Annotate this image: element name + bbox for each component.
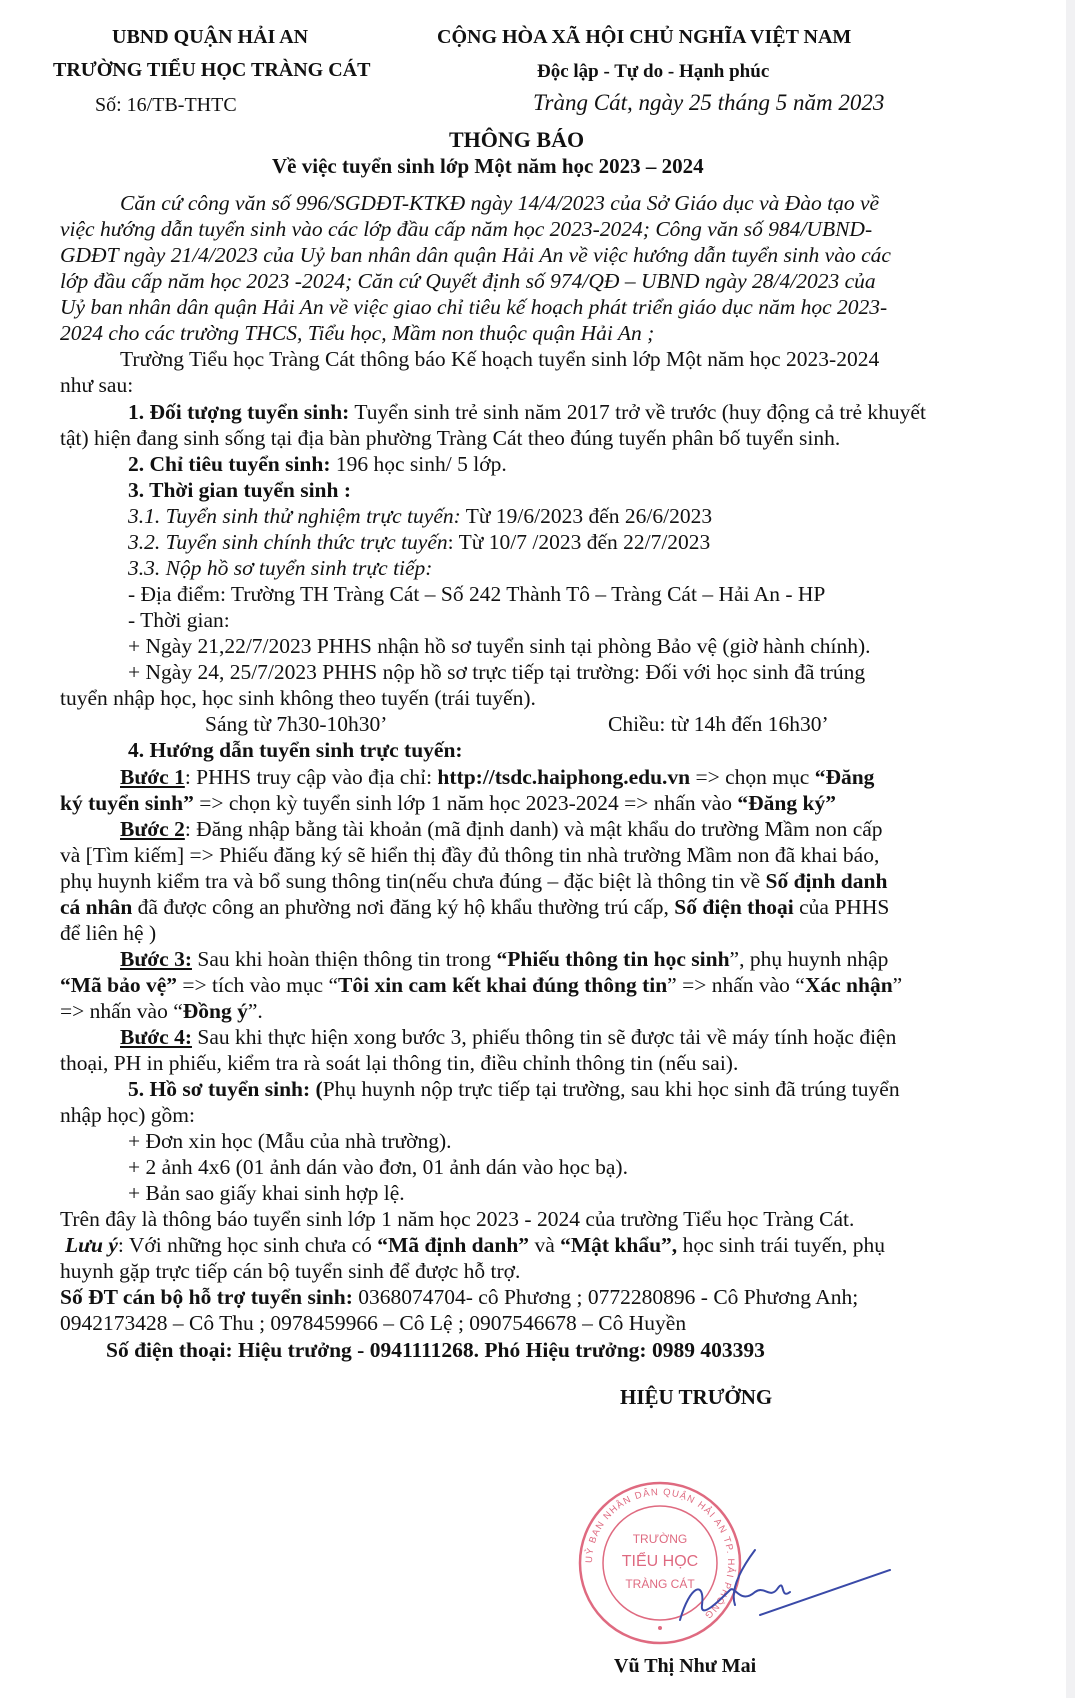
- section-2: [128, 451, 507, 477]
- section-1-text: Tuyển sinh trẻ sinh năm 2017 trở về trước (huy động cả trẻ khuyết: [349, 400, 926, 424]
- step-2-text: đã được công an phường nơi đăng ký hộ khẩu thường trú cấp,: [132, 895, 675, 919]
- page-edge: [1066, 0, 1075, 1698]
- step-3-quote: “Mã bảo vệ”: [60, 973, 178, 997]
- school-name: TRƯỜNG TIỂU HỌC TRÀNG CÁT: [53, 59, 371, 81]
- step-1-text: => chọn mục: [690, 765, 815, 789]
- time-item-cont: tuyển nhập học, học sinh không theo tuyến (trái tuyến).: [60, 686, 536, 710]
- time-item: + Ngày 24, 25/7/2023 PHHS nộp hồ sơ trực tiếp tại trường: Đối với học sinh đã trúng: [128, 660, 866, 684]
- section-3-2: [128, 529, 710, 555]
- step-1: [120, 764, 874, 790]
- step-4-label: Bước 4:: [120, 1025, 192, 1049]
- signer-title: HIỆU TRƯỞNG: [620, 1385, 773, 1409]
- note-text: : Với những học sinh chưa có: [117, 1233, 378, 1257]
- step-3-quote: “Phiếu thông tin học sinh: [496, 947, 730, 971]
- note-text: và: [529, 1233, 561, 1257]
- afternoon-hours: Chiều: từ 14h đến 16h30’: [608, 712, 829, 736]
- preamble-line: Căn cứ công văn số 996/SGDĐT-KTKĐ ngày 14/4/2023 của Sở Giáo dục và Đào tạo về: [120, 191, 880, 215]
- preamble-line: việc hướng dẫn tuyển sinh vào các lớp đầu cấp năm học 2023-2024; Công văn số 984/UBND-: [60, 217, 873, 241]
- notice-subtitle: Về việc tuyển sinh lớp Một năm học 2023 – 2024: [272, 154, 704, 178]
- section-3-label: 3. Thời gian tuyển sinh :: [128, 478, 351, 502]
- step-3-label: Bước 3:: [120, 947, 192, 971]
- support-label: Số ĐT cán bộ hỗ trợ tuyển sinh:: [60, 1285, 353, 1309]
- location: - Địa điểm: Trường TH Tràng Cát – Số 242 Thành Tô – Tràng Cát – Hải An - HP: [128, 582, 826, 606]
- step-3-text: ” => nhấn vào “: [667, 973, 805, 997]
- step-4-text: Sau khi thực hiện xong bước 3, phiếu thông tin sẽ được tải về máy tính hoặc điện: [191, 1025, 897, 1049]
- step-2-cont: [60, 868, 887, 894]
- handwritten-signature: [660, 1530, 910, 1630]
- section-2-text: 196 học sinh/ 5 lớp.: [330, 452, 507, 476]
- preamble-line: Uỷ ban nhân dân quận Hải An về việc giao chỉ tiêu kế hoạch phát triển giáo dục năm học 2023-: [60, 295, 888, 319]
- section-3-3-label: 3.3. Nộp hồ sơ tuyển sinh trực tiếp:: [128, 556, 433, 580]
- step-3-text: ”, phụ huynh nhập: [729, 947, 889, 971]
- national-title: CỘNG HÒA XÃ HỘI CHỦ NGHĨA VIỆT NAM: [437, 26, 852, 48]
- step-1-text: : PHHS truy cập vào địa chỉ:: [184, 765, 438, 789]
- step-1-quote: ký tuyển sinh”: [60, 791, 194, 815]
- note-text: học sinh trái tuyến, phụ: [677, 1233, 885, 1257]
- document-item: + Đơn xin học (Mẫu của nhà trường).: [128, 1129, 452, 1153]
- step-4-cont: thoại, PH in phiếu, kiểm tra rà soát lại thông tin, điều chỉnh thông tin (nếu sai).: [60, 1051, 739, 1075]
- step-2-bold: cá nhân: [60, 895, 133, 919]
- stamp-inner-text: TRƯỜNG: [632, 1532, 688, 1546]
- step-1-label: Bước 1: [120, 765, 185, 789]
- preamble-line: lớp đầu cấp năm học 2023 -2024; Căn cứ Quyết định số 974/QĐ – UBND ngày 28/4/2023 của: [60, 269, 876, 293]
- support-contacts: [60, 1284, 858, 1310]
- section-1-cont: tật) hiện đang sinh sống tại địa bàn phường Tràng Cát theo đúng tuyến phân bố tuyển sinh.: [60, 426, 841, 450]
- intro-line: Trường Tiểu học Tràng Cát thông báo Kế hoạch tuyển sinh lớp Một năm học 2023-2024: [120, 347, 880, 371]
- step-3-text: Sau khi hoàn thiện thông tin trong: [191, 947, 497, 971]
- step-1-cont: [60, 790, 836, 816]
- preamble-line: GDĐT ngày 21/4/2023 của Uỷ ban nhân dân quận Hải An về việc hướng dẫn tuyển sinh vào các: [60, 243, 891, 267]
- intro-line: như sau:: [60, 373, 134, 397]
- national-motto: Độc lập - Tự do - Hạnh phúc: [537, 61, 770, 82]
- closing-statement: Trên đây là thông báo tuyển sinh lớp 1 năm học 2023 - 2024 của trường Tiểu học Tràng Cát.: [60, 1207, 855, 1231]
- document-item: + 2 ảnh 4x6 (01 ảnh dán vào đơn, 01 ảnh dán vào học bạ).: [128, 1155, 628, 1179]
- step-2-text: : Đăng nhập bằng tài khoản (mã định danh) và mật khẩu do trường Mầm non cấp: [184, 817, 883, 841]
- notice-title: THÔNG BÁO: [449, 127, 585, 152]
- section-3-1-label: 3.1. Tuyển sinh thử nghiệm trực tuyến:: [128, 504, 461, 528]
- step-1-quote: “Đăng: [814, 765, 875, 789]
- section-1-label: 1. Đối tượng tuyển sinh:: [128, 400, 350, 424]
- step-2-text: phụ huynh kiểm tra và bổ sung thông tin(nếu chưa đúng – đặc biệt là thông tin về: [60, 869, 766, 893]
- note-cont: huynh gặp trực tiếp cán bộ tuyển sinh để được hỗ trợ.: [60, 1259, 521, 1283]
- step-3-text: ”: [892, 973, 903, 997]
- leadership-phones: Số điện thoại: Hiệu trưởng - 0941111268. Phó Hiệu trưởng: 0989 403393: [106, 1338, 765, 1362]
- time-item: + Ngày 21,22/7/2023 PHHS nhận hồ sơ tuyển sinh tại phòng Bảo vệ (giờ hành chính).: [128, 634, 871, 658]
- step-2-bold: Số định danh: [765, 869, 888, 893]
- step-4: [120, 1024, 896, 1050]
- agency-name: UBND QUẬN HẢI AN: [112, 26, 309, 48]
- stamp-inner-text: TIỂU HỌC: [621, 1553, 699, 1570]
- date-place: Tràng Cát, ngày 25 tháng 5 năm 2023: [533, 90, 885, 115]
- section-3-2-label: 3.2. Tuyển sinh chính thức trực tuyến: [128, 530, 448, 554]
- step-3-text: => nhấn vào “: [60, 999, 183, 1023]
- section-5-text: Phụ huynh nộp trực tiếp tại trường, sau khi học sinh đã trúng tuyển: [322, 1077, 900, 1101]
- step-2-cont: để liên hệ ): [60, 921, 157, 945]
- section-3-1: [128, 503, 712, 529]
- step-3: [120, 946, 888, 972]
- section-5: [128, 1076, 900, 1102]
- note-label: Lưu ý: [65, 1233, 118, 1257]
- document-number: Số: 16/TB-THTC: [95, 94, 237, 116]
- step-3-quote: Tôi xin cam kết khai đúng thông tin: [338, 973, 668, 997]
- section-1: [128, 399, 926, 425]
- morning-hours: Sáng từ 7h30-10h30’: [205, 712, 388, 736]
- step-3-quote: Xác nhận: [804, 973, 893, 997]
- support-contacts-cont: 0942173428 – Cô Thu ; 0978459966 – Cô Lệ ; 0907546678 – Cô Huyền: [60, 1311, 687, 1335]
- time-label: - Thời gian:: [128, 608, 230, 632]
- note-quote: “Mật khẩu”,: [560, 1233, 678, 1257]
- step-2-label: Bước 2: [120, 817, 185, 841]
- step-1-quote: “Đăng ký”: [737, 791, 836, 815]
- section-5-label: 5. Hồ sơ tuyển sinh: (: [128, 1077, 323, 1101]
- step-3-text: => tích vào mục “: [177, 973, 339, 997]
- step-2-cont: [60, 894, 889, 920]
- document-item: + Bản sao giấy khai sinh hợp lệ.: [128, 1181, 405, 1205]
- section-3-2-text: : Từ 10/7 /2023 đến 22/7/2023: [447, 530, 711, 554]
- section-2-label: 2. Chỉ tiêu tuyển sinh:: [128, 452, 331, 476]
- section-5-cont: nhập học) gồm:: [60, 1103, 195, 1127]
- signer-name: Vũ Thị Như Mai: [614, 1655, 757, 1677]
- step-3-quote: Đồng ý: [182, 999, 248, 1023]
- step-3-cont: [60, 972, 902, 998]
- step-3-text: ”.: [247, 999, 263, 1023]
- section-3-1-text: Từ 19/6/2023 đến 26/6/2023: [460, 504, 713, 528]
- note: [65, 1232, 885, 1258]
- step-1-text: => chọn kỳ tuyển sinh lớp 1 năm học 2023-2024 => nhấn vào: [193, 791, 738, 815]
- step-2-bold: Số điện thoại: [674, 895, 794, 919]
- stamp-inner-text: TRÀNG CÁT: [625, 1577, 695, 1591]
- preamble-line: 2024 cho các trường THCS, Tiểu học, Mầm non thuộc quận Hải An ;: [60, 321, 655, 345]
- step-2-text: của PHHS: [793, 895, 890, 919]
- support-text: 0368074704- cô Phương ; 0772280896 - Cô Phương Anh;: [352, 1285, 859, 1309]
- registration-url[interactable]: http://tsdc.haiphong.edu.vn: [437, 765, 691, 789]
- stamp-outer-text: UỶ BAN NHÂN DÂN QUẬN HẢI AN TP. HẢI PHÒNG: [583, 1486, 737, 1622]
- section-4-label: 4. Hướng dẫn tuyển sinh trực tuyến:: [128, 738, 463, 762]
- step-2-cont: và [Tìm kiếm] => Phiếu đăng ký sẽ hiển thị đầy đủ thông tin nhà trường Mầm non đã khai báo,: [60, 843, 880, 867]
- step-3-cont: [60, 998, 263, 1024]
- note-quote: “Mã định danh”: [377, 1233, 530, 1257]
- step-2: [120, 816, 883, 842]
